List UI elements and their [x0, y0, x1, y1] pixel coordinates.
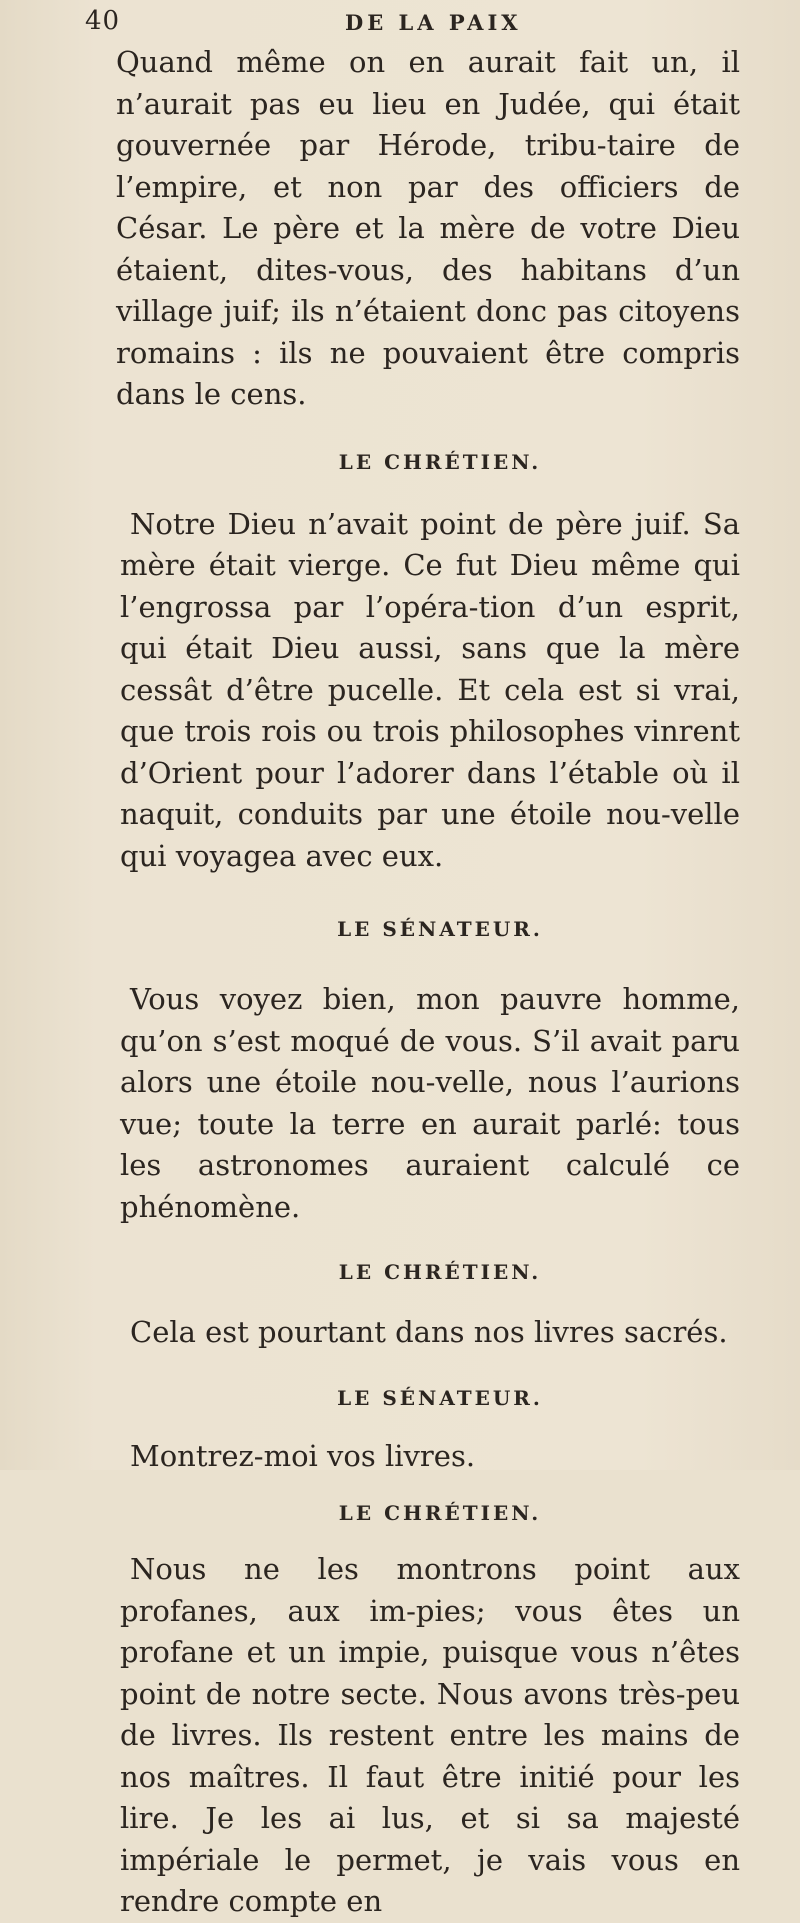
speaker-heading: LE CHRÉTIEN. — [338, 1501, 542, 1525]
speaker-heading: LE SÉNATEUR. — [337, 1385, 543, 1410]
paragraph: Montrez-moi vos livres. — [130, 1438, 476, 1473]
paragraph: Notre Dieu n’avait point de père juif. Sa mère était vierge. Ce fut Dieu même qui l’engrossa par l’opéra-tion d’un esprit, qui était Dieu aussi, sans que la mère cessât d’être pucelle. Et cela est si vrai, que trois rois ou trois philosophes vinrent d’Orient pour l’adorer dans l’étable où il naquit, conduits par une étoile nou-velle qui voyagea avec eux. — [120, 506, 740, 873]
speaker-heading: LE SÉNATEUR. — [337, 917, 543, 941]
paragraph: Cela est pourtant dans nos livres sacrés. — [130, 1315, 728, 1349]
page-number: 40 — [85, 6, 121, 36]
speaker-heading: LE CHRÉTIEN. — [338, 1260, 542, 1284]
speaker-heading: LE CHRÉTIEN. — [338, 449, 542, 474]
paragraph: Vous voyez bien, mon pauvre homme, qu’on s’est moqué de vous. S’il avait paru alors une étoile nou-velle, nous l’aurions vue; toute la terre en aurait parlé: tous les astronomes auraient calculé ce phénomène. — [120, 982, 740, 1224]
page-header — [85, 6, 725, 36]
paragraph: Quand même on en aurait fait un, il n’aurait pas eu lieu en Judée, qui était gouvernée par Hérode, tribu-taire de l’empire, et non par des officiers de César. Le père et la mère de votre Dieu étaient, dites-vous, des habitans d’un village juif; ils n’étaient donc pas citoyens romains : ils ne pouvaient être compris dans le cens. — [116, 45, 740, 411]
running-title: DE LA PAIX — [345, 10, 522, 35]
page-body — [116, 42, 740, 1923]
paragraph: Nous ne les montrons point aux profanes, aux im-pies; vous êtes un profane et un impie, puisque vous n’êtes point de notre secte. Nous avons très-peu de livres. Ils restent entre les mains de nos maîtres. Il faut être initié pour les lire. Je les ai lus, et si sa majesté impériale le permet, je vais vous en rendre compte en — [120, 1552, 740, 1918]
